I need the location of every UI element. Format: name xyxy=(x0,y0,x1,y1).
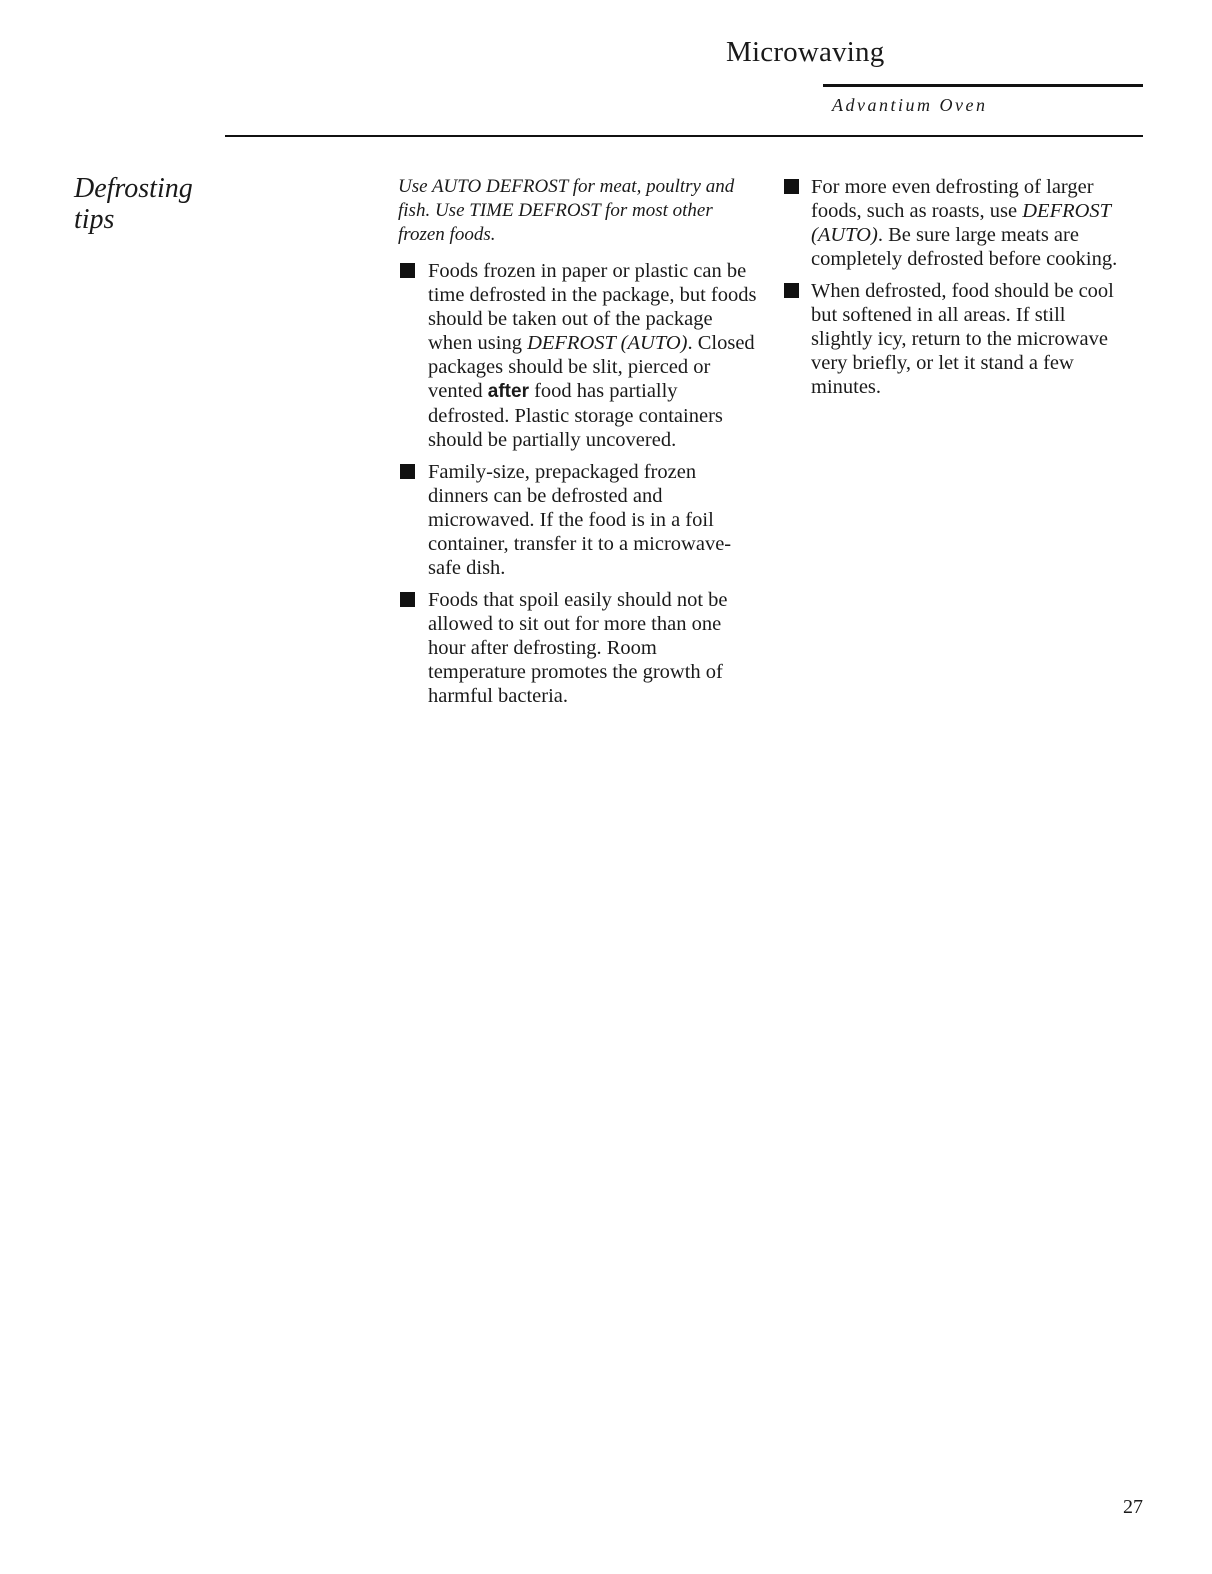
mode-name: DEFROST (AUTO) xyxy=(811,200,1111,246)
header-rule-long xyxy=(225,135,1143,137)
intro-note: Use AUTO DEFROST for meat, poultry and fish. Use TIME DEFROST for most other frozen foods. xyxy=(398,176,735,245)
bullet-text: Family-size, prepackaged frozen dinners can be defrosted and microwaved. If the food is in a foil container, transfer it to a microwave-safe dish. xyxy=(428,461,732,579)
right-bullet-list xyxy=(784,175,1129,399)
square-bullet-icon xyxy=(784,283,799,298)
bullet-text: When defrosted, food should be cool but softened in all areas. If still slightly icy, return to the microwave very briefly, or let it stand a few minutes. xyxy=(811,280,1114,398)
square-bullet-icon xyxy=(400,263,415,278)
side-heading-line2: tips xyxy=(74,204,115,235)
bullet-text: . Closed packages should be slit, pierced or vented xyxy=(428,332,755,402)
bullet-text: . Be sure large meats are completely defrosted before cooking. xyxy=(811,224,1118,270)
square-bullet-icon xyxy=(784,179,799,194)
list-item xyxy=(784,175,1129,271)
left-column xyxy=(398,175,758,716)
section-title: Microwaving xyxy=(726,36,885,68)
right-column xyxy=(784,175,1129,407)
bullet-text: For more even defrosting of larger foods, such as roasts, use xyxy=(811,176,1094,222)
emphasis-text: after xyxy=(487,381,529,402)
header-rule-short xyxy=(823,84,1143,87)
product-subtitle: Advantium Oven xyxy=(832,95,988,115)
list-item xyxy=(398,588,758,708)
page-number: 27 xyxy=(1123,1496,1143,1518)
square-bullet-icon xyxy=(400,592,415,607)
list-item xyxy=(398,259,758,452)
square-bullet-icon xyxy=(400,464,415,479)
bullet-text: Foods frozen in paper or plastic can be time defrosted in the package, but foods should be taken out of the package when using xyxy=(428,260,757,354)
side-heading-line1: Defrosting xyxy=(74,173,193,204)
bullet-text: food has partially defrosted. Plastic storage containers should be partially uncovered. xyxy=(428,380,723,451)
left-bullet-list xyxy=(398,259,758,708)
bullet-text: Foods that spoil easily should not be allowed to sit out for more than one hour after defrosting. Room temperature promotes the growth of harmful bacteria. xyxy=(428,589,728,707)
list-item xyxy=(784,279,1129,399)
side-heading xyxy=(74,173,254,235)
list-item xyxy=(398,460,758,580)
mode-name: DEFROST (AUTO) xyxy=(527,332,688,354)
